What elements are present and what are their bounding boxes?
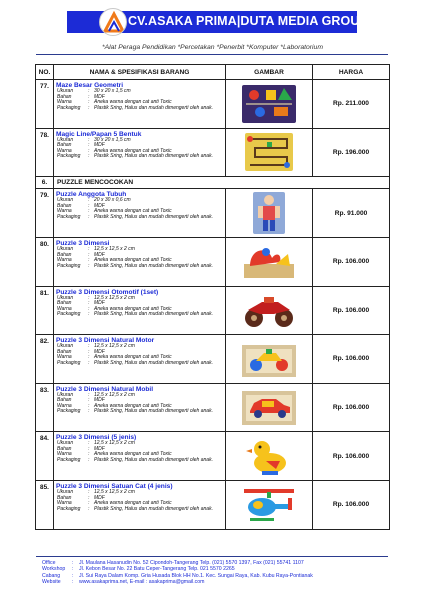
spec-colon: : xyxy=(88,408,90,415)
footer-website: Website : www.asakaprima.net, E-mail : asakaprima@gmail.com xyxy=(42,579,205,586)
spec-label: Packaging xyxy=(57,213,81,220)
spec-value: Aneka warna dengan cat anti Toxic xyxy=(94,305,172,312)
spec-colon: : xyxy=(88,391,90,398)
header-price: HARGA xyxy=(313,65,390,80)
spec-label: Ukuran xyxy=(57,343,74,349)
spec-packaging xyxy=(56,215,223,221)
spec-colon: : xyxy=(88,311,90,318)
spec-label: Bahan xyxy=(57,445,72,452)
company-name: CV.ASAKA PRIMA|DUTA MEDIA GROUP xyxy=(128,14,368,28)
spec-label: Bahan xyxy=(57,251,72,258)
item-price: Rp. 106.000 xyxy=(313,383,390,432)
spec-colon: : xyxy=(88,262,90,269)
table-row xyxy=(36,432,390,481)
spec-colon: : xyxy=(88,153,90,160)
item-price: Rp. 91.000 xyxy=(313,189,390,238)
item-price: Rp. 211.000 xyxy=(313,80,390,129)
spec-value: MDF xyxy=(94,300,105,307)
item-price: Rp. 106.000 xyxy=(313,286,390,335)
item-description xyxy=(54,238,226,287)
car-puzzle-image xyxy=(226,383,313,432)
section-number: 6. xyxy=(36,177,54,189)
spec-packaging xyxy=(56,312,223,318)
spec-label: Warna xyxy=(57,402,72,409)
spec-colon: : xyxy=(88,136,90,143)
spec-value: Plastik Sring, Halus dan mudah dimengerti oleh anak. xyxy=(94,505,213,512)
spec-label: Warna xyxy=(57,451,72,458)
item-name: Puzzle 3 Dimensi (5 jenis) xyxy=(56,434,137,441)
spec-value: MDF xyxy=(94,142,105,149)
item-description xyxy=(54,432,226,481)
spec-value: Plastik Sring, Halus dan mudah dimengerti oleh anak. xyxy=(94,262,213,269)
spec-value: Aneka warna dengan cat anti Toxic xyxy=(94,354,172,361)
spec-value: 12,5 x 12,5 x 2 cm xyxy=(94,294,135,301)
item-name: Maze Besar Geometri xyxy=(56,82,124,89)
spec-label: Packaging xyxy=(57,262,81,269)
price-list-table xyxy=(35,64,390,530)
item-number: 81. xyxy=(36,286,54,335)
table-row xyxy=(36,80,390,129)
spec-value: 30 x 20 x 1,5 cm xyxy=(94,136,131,143)
spec-colon: : xyxy=(88,294,90,301)
spec-colon: : xyxy=(88,397,90,404)
item-name: Puzzle 3 Dimensi xyxy=(56,240,110,247)
spec-colon: : xyxy=(88,208,90,215)
header-no: NO. xyxy=(36,65,54,80)
spec-colon: : xyxy=(88,348,90,355)
spec-label: Warna xyxy=(57,257,72,264)
item-number: 80. xyxy=(36,238,54,287)
body-puzzle-image xyxy=(226,189,313,238)
spec-label: Packaging xyxy=(57,408,81,415)
motorcycle-puzzle-image xyxy=(226,286,313,335)
spec-label: Warna xyxy=(57,99,72,106)
spec-colon: : xyxy=(88,489,90,495)
company-services: *Alat Peraga Pendidikan *Percetakan *Penerbit *Komputer *Laboratorium xyxy=(101,44,324,51)
spec-label: Packaging xyxy=(57,311,81,318)
page-footer xyxy=(42,560,402,586)
spec-label: Ukuran xyxy=(57,489,74,495)
item-name: Puzzle 3 Dimensi Otomotif (1set) xyxy=(56,288,159,296)
spec-colon: : xyxy=(88,354,90,361)
spec-colon: : xyxy=(88,305,90,312)
spec-value: 12,5 x 12,5 x 2 cm xyxy=(94,391,135,398)
spec-packaging xyxy=(56,409,223,415)
section-row xyxy=(36,177,390,189)
spec-value: Aneka warna dengan cat anti Toxic xyxy=(94,257,172,264)
item-number: 83. xyxy=(36,383,54,432)
spec-value: MDF xyxy=(94,397,105,404)
spec-value: MDF xyxy=(94,251,105,258)
spec-label: Warna xyxy=(57,305,72,312)
item-name: Puzzle 3 Dimensi Satuan Cat (4 jenis) xyxy=(56,483,173,490)
header-divider xyxy=(36,54,388,55)
table-row xyxy=(36,481,390,530)
spec-label: Ukuran xyxy=(57,391,74,398)
item-description xyxy=(54,335,226,384)
spec-colon: : xyxy=(88,494,90,501)
helicopter-puzzle-image xyxy=(226,481,313,530)
item-name: Puzzle 3 Dimensi Natural Motor xyxy=(56,337,155,344)
header-image: GAMBAR xyxy=(226,65,313,80)
spec-value: Plastik Sring, Halus dan mudah dimengerti oleh anak. xyxy=(94,311,213,318)
spec-packaging xyxy=(56,264,223,270)
natural-motor-puzzle-image xyxy=(226,335,313,384)
duck-puzzle-image xyxy=(226,432,313,481)
spec-label: Packaging xyxy=(57,505,81,512)
spec-value: MDF xyxy=(94,494,105,501)
spec-packaging xyxy=(56,507,223,513)
item-description xyxy=(54,286,226,335)
footer-workshop: Workshop : Jl. Kebon Besar No. 22 Batu Ceper-Tangerang Telp. 021 5570 2265 xyxy=(42,566,235,573)
spec-label: Bahan xyxy=(57,93,72,100)
item-number: 82. xyxy=(36,335,54,384)
spec-value: MDF xyxy=(94,93,105,100)
table-row xyxy=(36,238,390,287)
item-number: 79. xyxy=(36,189,54,238)
item-description xyxy=(54,189,226,238)
spec-colon: : xyxy=(88,202,90,209)
3d-puzzle-image xyxy=(226,238,313,287)
spec-colon: : xyxy=(88,359,90,366)
spec-value: Plastik Sring, Halus dan mudah dimengerti oleh anak. xyxy=(94,359,213,366)
spec-packaging xyxy=(56,154,223,160)
item-number: 78. xyxy=(36,128,54,177)
spec-label: Bahan xyxy=(57,142,72,149)
spec-colon: : xyxy=(88,440,90,446)
spec-label: Ukuran xyxy=(57,294,74,301)
item-description xyxy=(54,383,226,432)
spec-value: Plastik Sring, Halus dan mudah dimengerti oleh anak. xyxy=(94,213,213,220)
spec-value: Plastik Sring, Halus dan mudah dimengerti oleh anak. xyxy=(94,153,213,160)
spec-value: MDF xyxy=(94,445,105,452)
spec-label: Ukuran xyxy=(57,88,74,94)
spec-label: Warna xyxy=(57,500,72,507)
item-price: Rp. 106.000 xyxy=(313,481,390,530)
footer-cabang: Cabang : Jl. Sui Raya Dalam Komp. Gria Husada Blok HH No.1. Kec. Sungai Raya, Kab. Kubu Raya-Pontianak xyxy=(42,572,313,579)
spec-value: MDF xyxy=(94,202,105,209)
footer-office: Office : Jl. Maulana Hasanudin No. 52 Cipondoh-Tangerang Telp. (021) 5570 1397, Fax (021) 55741 1107 xyxy=(42,560,304,566)
spec-value: Plastik Sring, Halus dan mudah dimengerti oleh anak. xyxy=(94,456,213,463)
spec-value: Plastik Sring, Halus dan mudah dimengerti oleh anak. xyxy=(94,104,213,111)
spec-colon: : xyxy=(88,300,90,307)
item-number: 85. xyxy=(36,481,54,530)
spec-colon: : xyxy=(88,93,90,100)
spec-label: Packaging xyxy=(57,456,81,463)
spec-value: 12,5 x 12,5 x 2 cm xyxy=(94,440,135,446)
spec-value: 12,5 x 12,5 x 2 cm xyxy=(94,343,135,349)
maze-geometry-image xyxy=(226,80,313,129)
spec-packaging xyxy=(56,106,223,112)
spec-value: 12,5 x 12,5 x 2 cm xyxy=(94,246,135,252)
spec-label: Ukuran xyxy=(57,246,74,252)
spec-label: Bahan xyxy=(57,300,72,307)
spec-label: Warna xyxy=(57,354,72,361)
spec-colon: : xyxy=(88,213,90,220)
company-logo xyxy=(99,8,127,36)
section-title: PUZZLE MENCOCOKAN xyxy=(54,177,390,189)
spec-label: Ukuran xyxy=(57,440,74,446)
header-name: NAMA & SPESIFIKASI BARANG xyxy=(54,65,226,80)
spec-label: Packaging xyxy=(57,359,81,366)
spec-colon: : xyxy=(88,451,90,458)
spec-label: Bahan xyxy=(57,397,72,404)
spec-colon: : xyxy=(88,505,90,512)
item-description xyxy=(54,481,226,530)
spec-label: Warna xyxy=(57,147,72,154)
spec-packaging xyxy=(56,361,223,367)
spec-label: Packaging xyxy=(57,153,81,160)
item-description xyxy=(54,128,226,177)
spec-packaging xyxy=(56,458,223,464)
spec-label: Warna xyxy=(57,208,72,215)
item-price: Rp. 106.000 xyxy=(313,335,390,384)
spec-colon: : xyxy=(88,197,90,203)
spec-colon: : xyxy=(88,147,90,154)
table-header-row xyxy=(36,65,390,80)
spec-value: Plastik Sring, Halus dan mudah dimengerti oleh anak. xyxy=(94,408,213,415)
spec-colon: : xyxy=(88,500,90,507)
spec-colon: : xyxy=(88,343,90,349)
spec-label: Bahan xyxy=(57,348,72,355)
spec-colon: : xyxy=(88,456,90,463)
item-price: Rp. 106.000 xyxy=(313,432,390,481)
spec-label: Ukuran xyxy=(57,197,74,203)
spec-colon: : xyxy=(88,257,90,264)
item-name: Puzzle Anggota Tubuh xyxy=(56,191,127,198)
spec-value: 12,5 x 12,5 x 2 cm xyxy=(94,489,135,495)
spec-label: Packaging xyxy=(57,104,81,111)
table-row xyxy=(36,335,390,384)
spec-label: Bahan xyxy=(57,202,72,209)
table-row xyxy=(36,128,390,177)
spec-colon: : xyxy=(88,251,90,258)
item-price: Rp. 106.000 xyxy=(313,238,390,287)
spec-value: 20 x 30 x 0,6 cm xyxy=(94,197,131,203)
item-name: Puzzle 3 Dimensi Natural Mobil xyxy=(56,385,154,393)
item-name: Magic Line/Papan 5 Bentuk xyxy=(56,130,142,138)
item-number: 84. xyxy=(36,432,54,481)
spec-value: Aneka warna dengan cat anti Toxic xyxy=(94,500,172,507)
spec-colon: : xyxy=(88,445,90,452)
table-row xyxy=(36,383,390,432)
spec-colon: : xyxy=(88,88,90,94)
spec-colon: : xyxy=(88,246,90,252)
item-description xyxy=(54,80,226,129)
item-price: Rp. 196.000 xyxy=(313,128,390,177)
magic-line-board-image xyxy=(226,128,313,177)
spec-colon: : xyxy=(88,104,90,111)
page-header xyxy=(0,0,425,40)
spec-value: Aneka warna dengan cat anti Toxic xyxy=(94,451,172,458)
table-row xyxy=(36,189,390,238)
spec-colon: : xyxy=(88,402,90,409)
item-number: 77. xyxy=(36,80,54,129)
spec-value: Aneka warna dengan cat anti Toxic xyxy=(94,147,172,154)
spec-value: Aneka warna dengan cat anti Toxic xyxy=(94,99,172,106)
spec-value: Aneka warna dengan cat anti Toxic xyxy=(94,208,172,215)
spec-label: Bahan xyxy=(57,494,72,501)
footer-divider xyxy=(36,556,388,557)
spec-colon: : xyxy=(88,99,90,106)
spec-value: Aneka warna dengan cat anti Toxic xyxy=(94,402,172,409)
spec-colon: : xyxy=(88,142,90,149)
spec-value: 30 x 20 x 1,5 cm xyxy=(94,88,131,94)
spec-value: MDF xyxy=(94,348,105,355)
table-row xyxy=(36,286,390,335)
spec-label: Ukuran xyxy=(57,136,74,143)
